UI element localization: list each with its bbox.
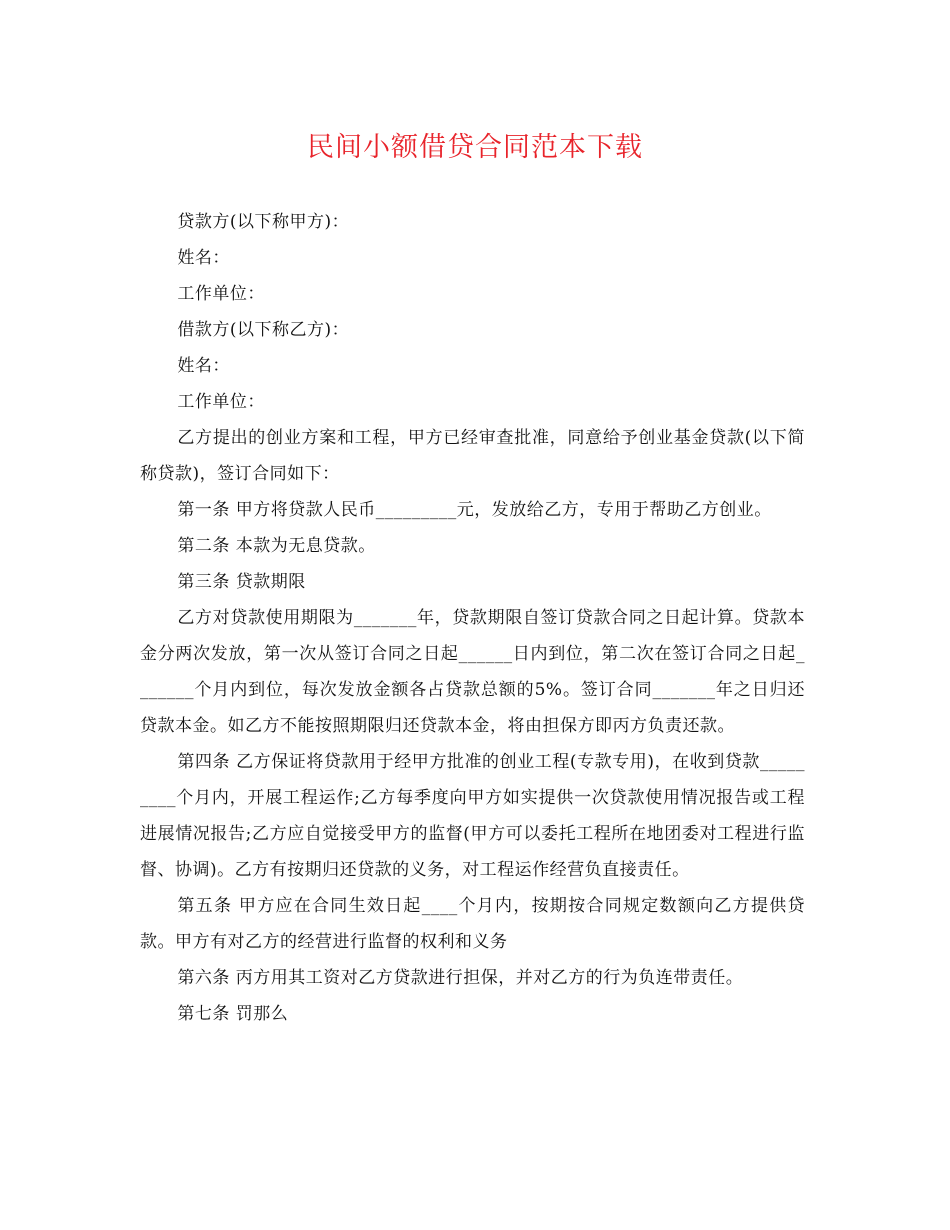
paragraph-article-3-heading: 第三条 贷款期限	[177, 572, 306, 592]
document-title: 民间小额借贷合同范本下载	[307, 132, 643, 163]
paragraph-article-2: 第二条 本款为无息贷款。	[177, 536, 376, 556]
paragraph-article-7: 第七条 罚那么	[177, 1004, 289, 1024]
paragraph-lender-name: 姓名：	[177, 248, 230, 268]
paragraph-article-5: 第五条 甲方应在合同生效日起____个月内，按期按合同规定数额向乙方提供贷款。甲方有对乙方的经营进行监督的权利和义务	[140, 896, 805, 952]
paragraph-article-1: 第一条 甲方将贷款人民币_________元，发放给乙方，专用于帮助乙方创业。	[177, 500, 772, 520]
paragraph-lender-heading: 贷款方(以下称甲方)：	[177, 212, 350, 232]
paragraph-article-4: 第四条 乙方保证将贷款用于经甲方批准的创业工程(专款专用)，在收到贷款_________个月内，开展工程运作;乙方每季度向甲方如实提供一次贷款使用情况报告或工程进展情况报告;乙方应自觉接受甲方的监督(甲方可以委托工程所在地团委对工程进行监督、协调)。乙方有按期归还贷款的义务，对工程运作经营负直接责任。	[140, 752, 805, 880]
paragraph-borrower-heading: 借款方(以下称乙方)：	[177, 320, 350, 340]
document-body	[140, 204, 805, 1032]
paragraph-preamble: 乙方提出的创业方案和工程，甲方已经审查批准，同意给予创业基金贷款(以下简称贷款)，签订合同如下：	[140, 428, 805, 484]
paragraph-article-6: 第六条 丙方用其工资对乙方贷款进行担保，并对乙方的行为负连带责任。	[177, 968, 744, 988]
paragraph-borrower-employer: 工作单位：	[177, 392, 265, 412]
paragraph-lender-employer: 工作单位：	[177, 284, 265, 304]
paragraph-borrower-name: 姓名：	[177, 356, 230, 376]
paragraph-article-3-body: 乙方对贷款使用期限为_______年，贷款期限自签订贷款合同之日起计算。贷款本金分两次发放，第一次从签订合同之日起______日内到位，第二次在签订合同之日起_______个月内到位，每次发放金额各占贷款总额的5%。签订合同_______年之日归还贷款本金。如乙方不能按照期限归还贷款本金，将由担保方即丙方负责还款。	[140, 608, 805, 736]
